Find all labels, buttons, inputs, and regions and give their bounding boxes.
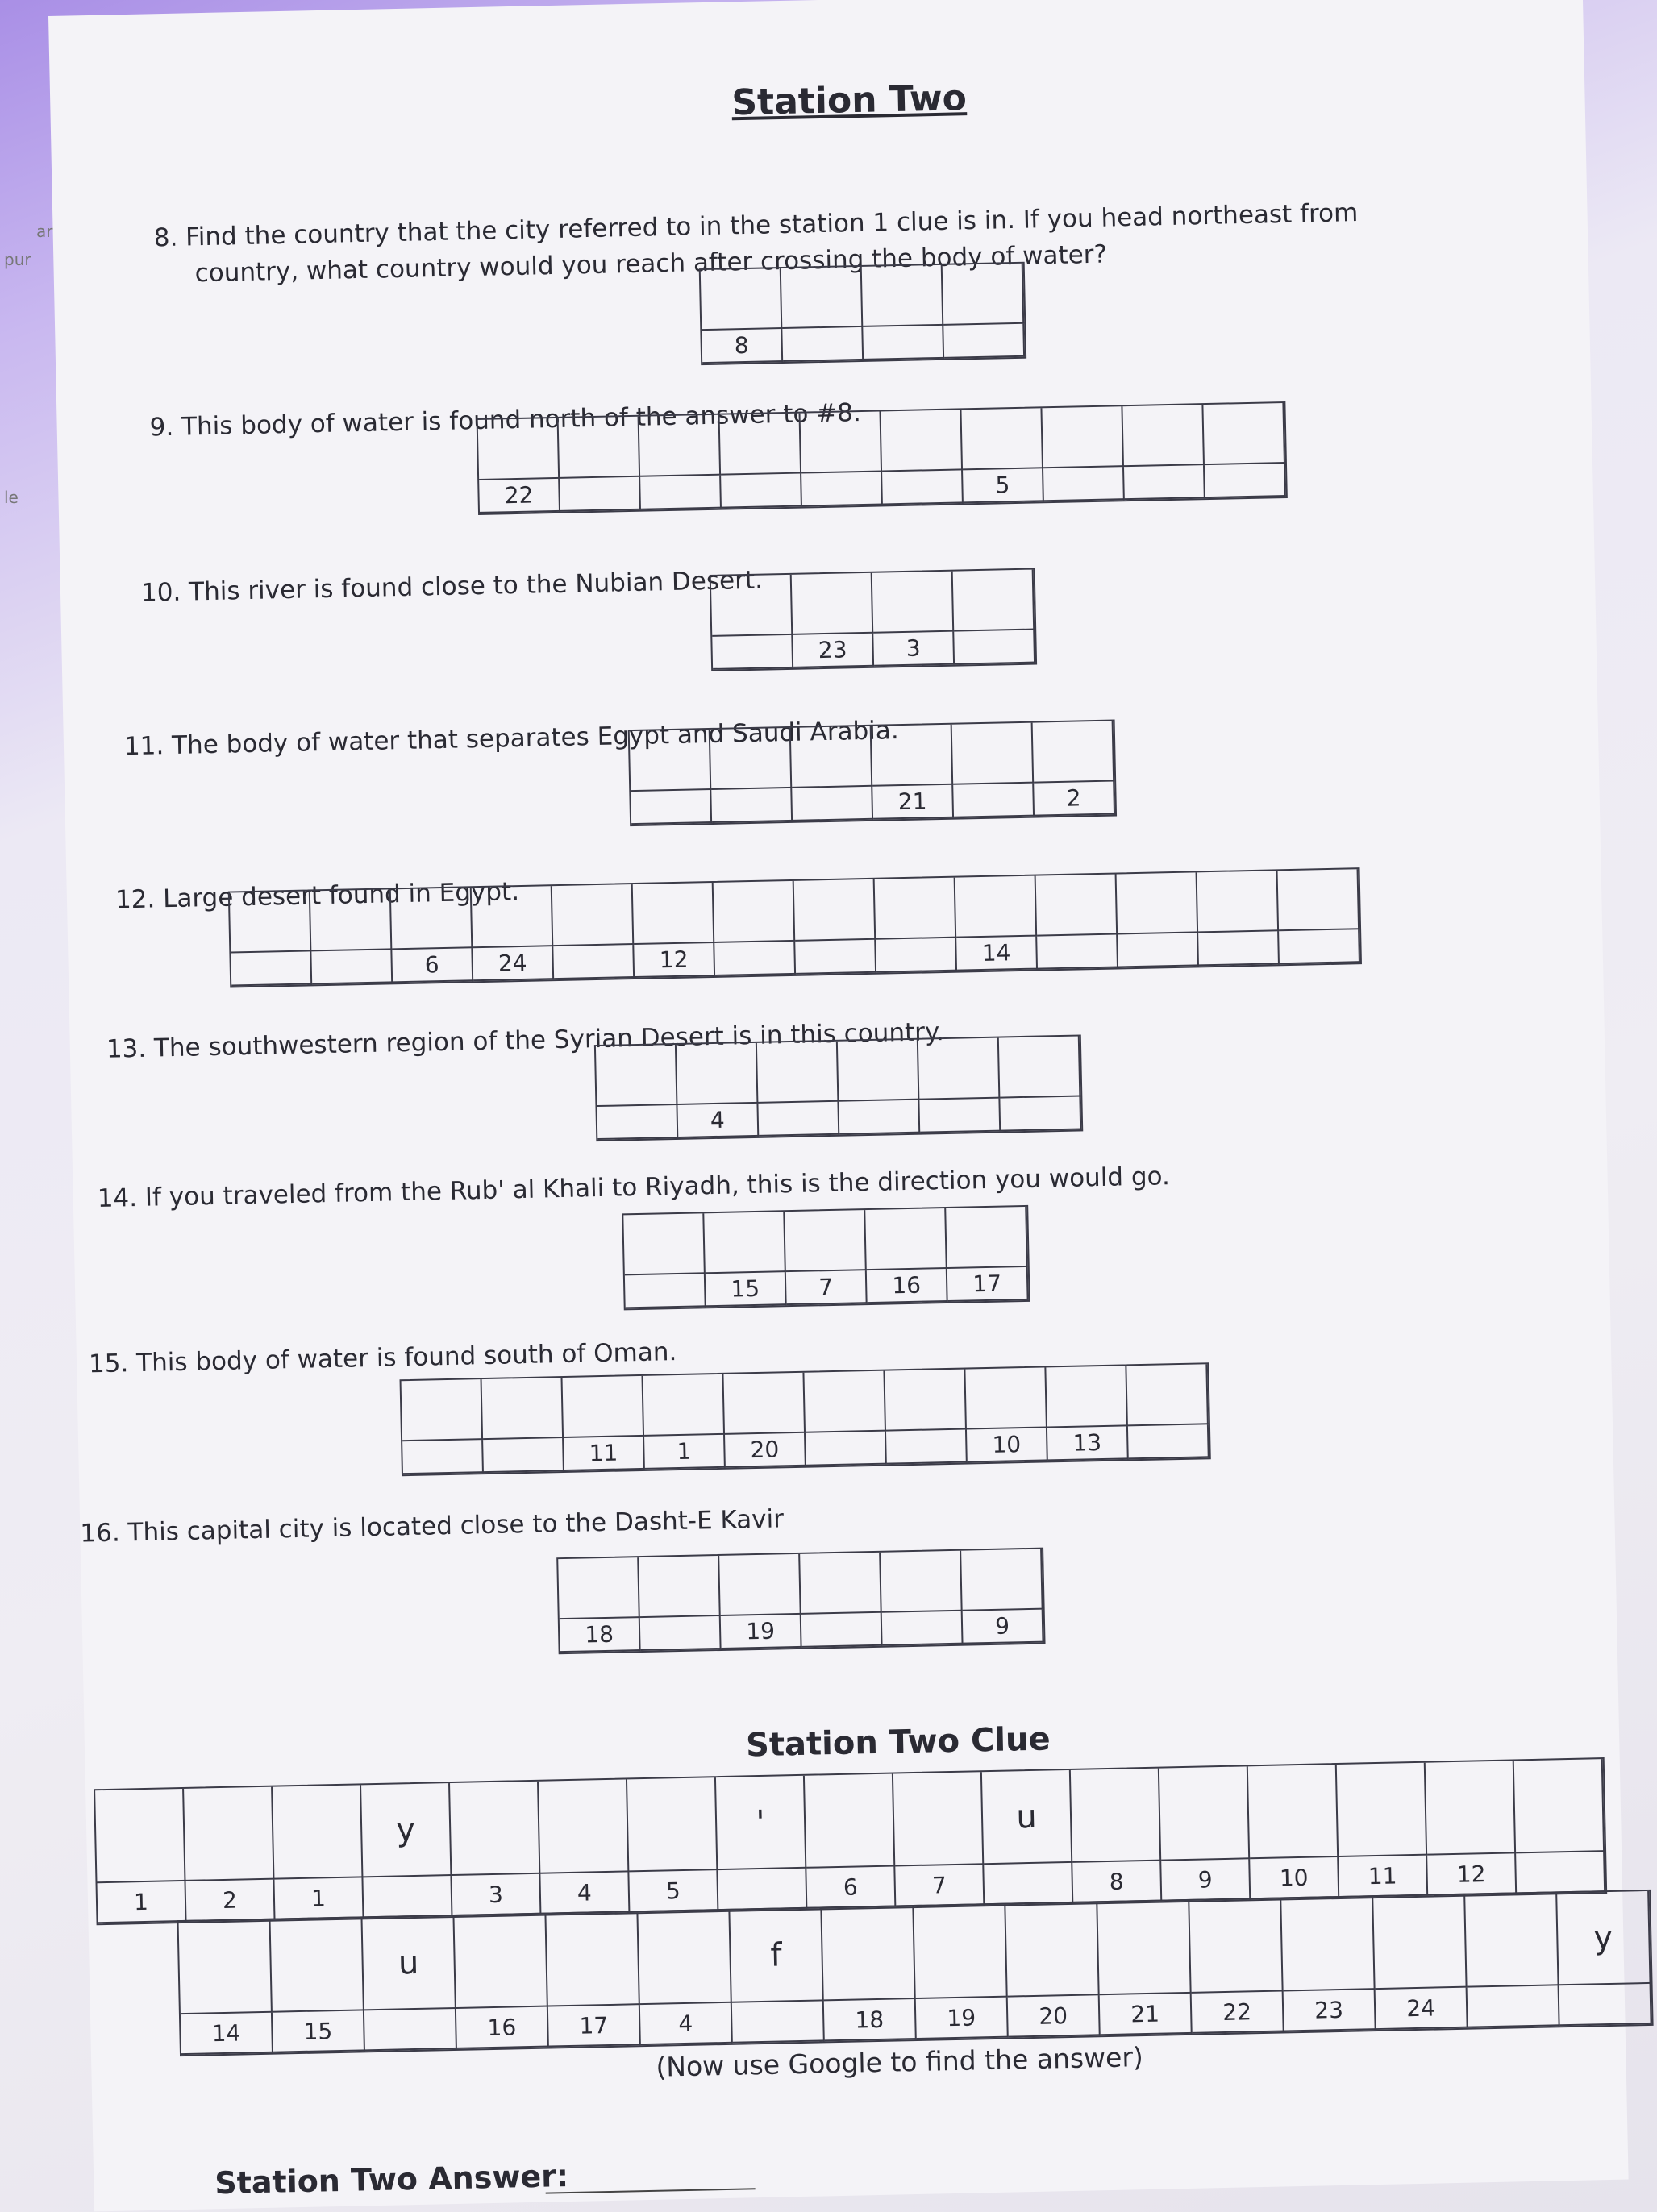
clue-letter-cell[interactable]	[546, 1912, 639, 2006]
number-cell: 22	[479, 479, 560, 514]
clue-letter-cell[interactable]	[1097, 1901, 1191, 1995]
clue-number-cell: 4	[640, 2003, 733, 2045]
question-11: 11. The body of water that separates Egypt and Saudi Arabia.	[123, 716, 899, 762]
question-8: 8. Find the country that the city referred to in the station 1 clue is in. If you head northeast from	[153, 198, 1359, 253]
letter-cell[interactable]	[720, 414, 802, 476]
number-cell: 15	[706, 1272, 787, 1307]
letter-cell[interactable]	[714, 881, 796, 943]
letter-cell[interactable]	[639, 1556, 721, 1618]
clue-letter-cell[interactable]	[1071, 1769, 1161, 1863]
number-cell	[640, 476, 722, 510]
clue-number-cell: 22	[1192, 1991, 1284, 2033]
clue-letter-cell[interactable]	[1189, 1898, 1283, 1993]
clue-letter-cell[interactable]	[1337, 1763, 1427, 1857]
number-cell	[1205, 464, 1286, 498]
letter-cell[interactable]	[677, 1043, 759, 1105]
letter-cell[interactable]	[999, 1036, 1081, 1098]
number-cell	[711, 788, 793, 823]
clue-letter-cell[interactable]	[914, 1905, 1007, 1999]
question-8-line2: country, what country would you reach after crossing the body of water?	[194, 239, 1108, 289]
letter-cell[interactable]	[804, 1371, 886, 1433]
question-14: 14. If you traveled from the Rub' al Khali to Riyadh, this is the direction you would go.	[97, 1162, 1171, 1214]
number-cell	[953, 784, 1035, 818]
clue-number-cell: 12	[1427, 1853, 1517, 1895]
number-cell	[1000, 1096, 1081, 1131]
answer-grid-9[interactable]	[477, 401, 1288, 515]
worksheet	[48, 0, 1629, 2211]
number-cell	[795, 940, 876, 975]
number-cell	[801, 472, 883, 506]
number-cell: 12	[634, 943, 715, 978]
number-cell	[886, 1430, 968, 1465]
letter-cell[interactable]	[623, 1213, 706, 1275]
clue-number-cell: 1	[274, 1877, 364, 1919]
number-cell: 3	[873, 632, 955, 667]
number-cell: 17	[947, 1267, 1029, 1302]
letter-cell[interactable]	[633, 883, 715, 945]
number-cell	[1118, 933, 1199, 967]
letter-cell[interactable]	[872, 725, 954, 787]
letter-cell[interactable]	[946, 1207, 1028, 1269]
clue-number-cell: 1	[98, 1881, 187, 1923]
clue-letter-cell[interactable]	[184, 1787, 274, 1881]
number-cell: 9	[963, 1610, 1044, 1644]
number-cell	[943, 324, 1025, 359]
letter-cell[interactable]	[1197, 871, 1280, 933]
letter-cell[interactable]	[881, 410, 963, 472]
clue-letter-cell[interactable]	[1159, 1766, 1250, 1861]
number-cell: 10	[967, 1428, 1048, 1462]
clue-letter-cell[interactable]	[271, 1918, 364, 2012]
letter-cell[interactable]	[794, 879, 876, 942]
clue-letter-cell[interactable]	[1248, 1765, 1339, 1859]
clue-number-cell	[732, 2001, 825, 2043]
clue-letter-cell[interactable]	[450, 1782, 540, 1876]
number-cell: 21	[872, 785, 954, 820]
letter-cell[interactable]	[757, 1042, 839, 1104]
clue-number-cell: 24	[1376, 1988, 1468, 2030]
clue-letter-cell[interactable]: u	[362, 1916, 456, 2010]
letter-cell[interactable]	[875, 878, 957, 940]
question-13: 13. The southwestern region of the Syrian Desert is in this country.	[106, 1017, 945, 1064]
letter-cell[interactable]	[558, 1557, 640, 1620]
letter-cell[interactable]	[1117, 872, 1199, 934]
letter-cell[interactable]	[701, 268, 783, 331]
letter-cell[interactable]	[643, 1374, 725, 1437]
letter-cell[interactable]	[781, 267, 864, 329]
number-cell: 11	[564, 1437, 645, 1471]
number-cell: 5	[963, 468, 1044, 503]
clue-letter-cell[interactable]	[638, 1911, 731, 2005]
answer-grid-13[interactable]	[594, 1034, 1083, 1141]
letter-cell[interactable]	[965, 1367, 1047, 1429]
letter-cell[interactable]	[596, 1045, 678, 1107]
letter-cell[interactable]	[552, 884, 635, 946]
clue-number-cell: 10	[1250, 1857, 1339, 1899]
number-cell: 24	[473, 946, 554, 981]
number-cell	[919, 1099, 1001, 1133]
clue-letter-cell[interactable]	[822, 1906, 915, 2001]
clue-number-cell: 4	[540, 1872, 630, 1914]
number-cell: 19	[721, 1615, 802, 1649]
number-cell	[782, 327, 864, 362]
letter-cell[interactable]	[630, 730, 712, 792]
number-cell	[640, 1616, 722, 1651]
clue-letter-cell[interactable]	[805, 1774, 895, 1869]
letter-cell[interactable]	[1046, 1366, 1128, 1428]
number-cell: 23	[793, 634, 874, 668]
letter-cell[interactable]	[1278, 869, 1360, 931]
number-cell	[1124, 465, 1205, 500]
number-cell	[792, 787, 873, 821]
clue-letter-cell[interactable]	[1281, 1897, 1375, 1991]
letter-cell[interactable]	[1042, 406, 1124, 468]
number-cell	[1128, 1424, 1209, 1459]
number-cell: 16	[867, 1269, 948, 1304]
number-cell	[631, 790, 712, 825]
letter-cell[interactable]	[704, 1212, 786, 1274]
clue-letter-cell[interactable]	[273, 1785, 363, 1879]
question-9: 9. This body of water is found north of the answer to #8.	[149, 398, 862, 443]
question-16: 16. This capital city is located close to the Dasht-E Kavir	[80, 1504, 785, 1549]
number-cell: 4	[677, 1104, 759, 1138]
margin-mark-1: ar	[36, 222, 53, 241]
letter-cell[interactable]	[472, 886, 554, 948]
number-cell	[882, 470, 964, 505]
clue-letter-cell[interactable]	[179, 1920, 273, 2014]
clue-letter-cell[interactable]	[1373, 1895, 1467, 1990]
letter-cell[interactable]	[723, 1373, 806, 1435]
clue-number-cell: 19	[916, 1998, 1009, 2039]
letter-cell[interactable]	[918, 1038, 1001, 1100]
clue-letter-cell[interactable]: f	[730, 1908, 823, 2002]
clue-letter-cell[interactable]	[1465, 1893, 1559, 1987]
number-cell	[560, 477, 641, 512]
number-cell: 7	[786, 1270, 868, 1305]
number-cell: 14	[956, 937, 1038, 971]
letter-cell[interactable]	[953, 570, 1035, 632]
letter-cell[interactable]	[961, 1549, 1043, 1611]
number-cell	[882, 1611, 964, 1646]
clue-letter-cell[interactable]	[1005, 1902, 1099, 1997]
letter-cell[interactable]	[952, 723, 1035, 785]
clue-number-cell: 9	[1161, 1859, 1251, 1901]
letter-cell[interactable]	[230, 891, 312, 953]
number-cell	[714, 942, 796, 976]
clue-number-cell	[984, 1863, 1073, 1905]
letter-cell[interactable]	[865, 1208, 947, 1270]
clue-number-cell: 5	[629, 1870, 718, 1912]
answer-line[interactable]	[546, 2188, 756, 2193]
number-cell	[1198, 931, 1280, 966]
question-10: 10. This river is found close to the Nubian Desert.	[140, 565, 764, 608]
number-cell	[806, 1432, 887, 1466]
clue-number-cell	[718, 1869, 807, 1911]
answer-grid-8[interactable]	[699, 262, 1026, 366]
number-cell	[483, 1438, 564, 1473]
clue-number-cell: 20	[1008, 1995, 1101, 2037]
clue-number-cell: 8	[1072, 1861, 1162, 1903]
letter-cell[interactable]	[310, 889, 393, 951]
letter-cell[interactable]	[639, 415, 722, 477]
clue-number-cell: 15	[273, 2010, 365, 2052]
margin-mark-2: pur	[4, 250, 31, 269]
number-cell	[1037, 934, 1118, 969]
number-cell: 1	[644, 1435, 726, 1470]
clue-number-cell	[1468, 1985, 1560, 2027]
letter-cell[interactable]	[719, 1554, 801, 1616]
number-cell	[1043, 467, 1125, 501]
clue-number-cell: 18	[824, 1999, 917, 2041]
question-15: 15. This body of water is found south of Oman.	[88, 1337, 677, 1379]
clue-letter-cell[interactable]	[1514, 1759, 1605, 1853]
letter-cell[interactable]	[872, 572, 955, 634]
number-cell	[954, 630, 1035, 665]
clue-letter-cell[interactable]	[1426, 1761, 1516, 1855]
clue-letter-cell[interactable]	[454, 1915, 547, 2009]
letter-cell[interactable]	[955, 876, 1038, 938]
clue-letter-cell[interactable]	[95, 1789, 185, 1883]
clue-number-cell: 2	[185, 1880, 275, 1922]
number-cell	[758, 1102, 839, 1137]
letter-cell[interactable]	[943, 264, 1025, 326]
clue-number-cell: 11	[1339, 1856, 1428, 1898]
letter-cell[interactable]	[563, 1376, 645, 1438]
number-cell	[721, 474, 802, 509]
answer-grid-15[interactable]	[400, 1362, 1211, 1476]
number-cell: 6	[392, 948, 473, 983]
letter-cell[interactable]	[961, 408, 1043, 470]
clue-number-cell: 23	[1284, 1990, 1376, 2031]
letter-cell[interactable]	[801, 411, 883, 473]
number-cell	[625, 1274, 706, 1308]
number-cell: 13	[1047, 1426, 1129, 1461]
clue-title: Station Two Clue	[745, 1720, 1051, 1765]
letter-cell[interactable]	[881, 1551, 963, 1613]
clue-letter-cell[interactable]	[893, 1772, 984, 1866]
letter-cell[interactable]	[402, 1379, 484, 1441]
clue-letter-cell[interactable]: '	[716, 1776, 806, 1870]
margin-mark-3: le	[4, 488, 19, 507]
letter-cell[interactable]	[1203, 403, 1285, 465]
letter-cell[interactable]	[1036, 874, 1118, 936]
number-cell	[801, 1613, 883, 1648]
letter-cell[interactable]	[710, 728, 793, 790]
number-cell	[402, 1440, 484, 1474]
letter-cell[interactable]	[1122, 405, 1205, 467]
letter-cell[interactable]	[792, 573, 874, 635]
letter-cell[interactable]	[791, 726, 873, 788]
clue-number-cell: 14	[181, 2013, 273, 2055]
answer-grid-14[interactable]	[622, 1205, 1030, 1311]
number-cell: 20	[725, 1433, 806, 1468]
letter-cell[interactable]	[838, 1040, 920, 1102]
letter-cell[interactable]	[391, 888, 473, 950]
letter-cell[interactable]	[1033, 721, 1115, 784]
number-cell	[863, 326, 944, 360]
answer-grid-10[interactable]	[710, 568, 1037, 672]
clue-letter-cell[interactable]: u	[982, 1770, 1072, 1865]
clue-number-cell: 17	[548, 2005, 641, 2047]
letter-cell[interactable]	[711, 575, 793, 637]
clue-number-cell: 7	[895, 1865, 985, 1906]
letter-cell[interactable]	[800, 1553, 882, 1615]
answer-grid-11[interactable]	[628, 719, 1117, 826]
letter-cell[interactable]	[482, 1378, 564, 1440]
question-12: 12. Large desert found in Egypt.	[114, 877, 520, 915]
letter-cell[interactable]	[1126, 1364, 1209, 1426]
clue-letter-cell[interactable]: y	[361, 1783, 452, 1877]
number-cell: 8	[702, 329, 783, 364]
number-cell	[231, 951, 312, 986]
number-cell: 18	[560, 1618, 641, 1653]
clue-number-cell: 21	[1100, 1994, 1193, 2035]
clue-number-cell	[1516, 1852, 1605, 1894]
page-title: Station Two	[731, 77, 968, 124]
clue-note: (Now use Google to find the answer)	[656, 2041, 1144, 2083]
number-cell	[553, 945, 635, 979]
number-cell	[839, 1100, 920, 1135]
clue-number-cell	[1559, 1984, 1652, 2026]
letter-cell[interactable]	[478, 418, 560, 480]
number-cell	[311, 950, 393, 984]
letter-cell[interactable]	[785, 1210, 867, 1272]
clue-letter-cell[interactable]	[627, 1778, 718, 1872]
clue-number-cell	[363, 1876, 452, 1918]
clue-number-cell	[364, 2009, 457, 2051]
letter-cell[interactable]	[862, 265, 944, 327]
clue-number-cell: 3	[452, 1874, 541, 1916]
letter-cell[interactable]	[559, 417, 641, 479]
clue-number-cell: 16	[456, 2007, 549, 2049]
answer-grid-16[interactable]	[556, 1548, 1045, 1655]
clue-letter-cell[interactable]	[539, 1779, 629, 1873]
number-cell	[1279, 929, 1360, 964]
number-cell: 2	[1034, 782, 1115, 817]
number-cell	[597, 1105, 678, 1140]
letter-cell[interactable]	[885, 1370, 967, 1432]
clue-letter-cell[interactable]: y	[1557, 1891, 1651, 1985]
number-cell	[712, 635, 793, 670]
clue-number-cell: 6	[806, 1867, 896, 1909]
answer-label: Station Two Answer:	[214, 2158, 569, 2202]
number-cell	[876, 938, 957, 973]
